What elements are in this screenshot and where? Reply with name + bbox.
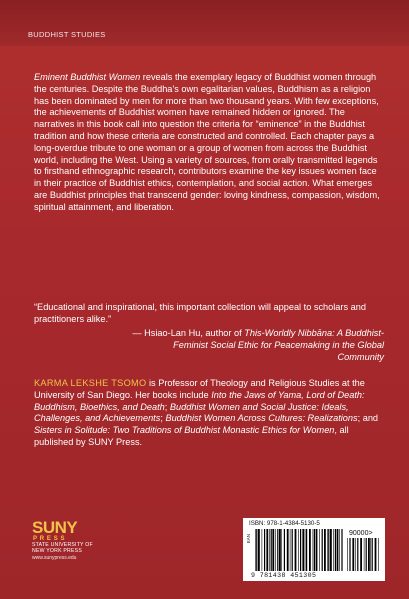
ean-label: EAN: [246, 534, 251, 544]
endorsement-quote: “Educational and inspirational, this important collection will appeal to scholars and practitioners alike.”: [34, 302, 366, 324]
author-name: KARMA LEKSHE TSOMO: [34, 378, 147, 388]
price-code: 90000>: [349, 530, 373, 537]
description-text: reveals the exemplary legacy of Buddhist women through the centuries. Despite the Buddha’s own egalitarian values, Buddhism as a religion has been dominated by men for more than two thousand years. With few exceptions, the achievements of Buddhist women have remained hidden or ignored. The narratives in this book call into question the criteria for “eminence” in the Buddhist tradition and how these criteria are constructed and controlled. Each chapter pays a long-overdue tribute to one woman or a group of women from across the Buddhist world, including the West. Using a variety of sources, from orally transmitted legends to firsthand ethnographic research, contributors examine the key issues women face in their practice of Buddhist ethics, contemplation, and social action. What emerges are Buddhist principles that transcend gender: loving kindness, compassion, wisdom, spiritual attainment, and liberation.: [34, 72, 380, 212]
attribution-prefix: — Hsiao-Lan Hu, author of: [132, 328, 245, 338]
bio-book-2: Buddhist Women and Social Justice: Ideals, Challenges, and Achievements: [34, 401, 349, 424]
book-title: Eminent Buddhist Women: [34, 72, 141, 82]
book-description: [34, 72, 382, 214]
publisher-line-2: NEW YORK PRESS: [32, 548, 82, 555]
bio-text-1: is Professor of Theology and Religious Studies at the University of San Diego. Her books include: [34, 378, 365, 400]
barcode-main-icon: [255, 529, 343, 571]
author-bio: [34, 378, 382, 449]
bio-book-1: Into the Jaws of Yama, Lord of Death: Buddhism, Bioethics, and Death: [34, 389, 365, 412]
series-label: BUDDHIST STUDIES: [28, 30, 106, 39]
bio-sep-1: ;: [164, 401, 170, 412]
publisher-logo-wordmark: SUNY: [32, 518, 78, 537]
bio-sep-2: ;: [160, 413, 166, 424]
bio-book-3: Buddhist Women Across Cultures: Realizations: [165, 413, 358, 424]
series-bar: [0, 0, 409, 46]
bio-text-2: , all published by SUNY Press.: [34, 425, 349, 447]
barcode-digits: 9 781438 451305: [251, 572, 317, 579]
barcode-addon-icon: [347, 538, 379, 571]
publisher-logo-press: PRESS: [33, 536, 68, 542]
publisher-logo: [32, 520, 132, 561]
attribution-book-title: This-Worldly Nibbāna: A Buddhist-Feminist Social Ethic for Peacemaking in the Global Community: [173, 328, 384, 362]
barcode-area: [243, 518, 385, 581]
publisher-line-1: STATE UNIVERSITY OF: [32, 542, 93, 548]
publisher-url: www.sunypress.edu: [32, 554, 77, 561]
endorsement-attribution: [130, 328, 384, 363]
bio-sep-3: ; and: [357, 413, 379, 424]
bio-book-4: Sisters in Solitude: Two Traditions of Buddhist Monastic Ethics for Women: [34, 425, 335, 436]
isbn-number: ISBN: 978-1-4384-5130-5: [249, 520, 320, 527]
